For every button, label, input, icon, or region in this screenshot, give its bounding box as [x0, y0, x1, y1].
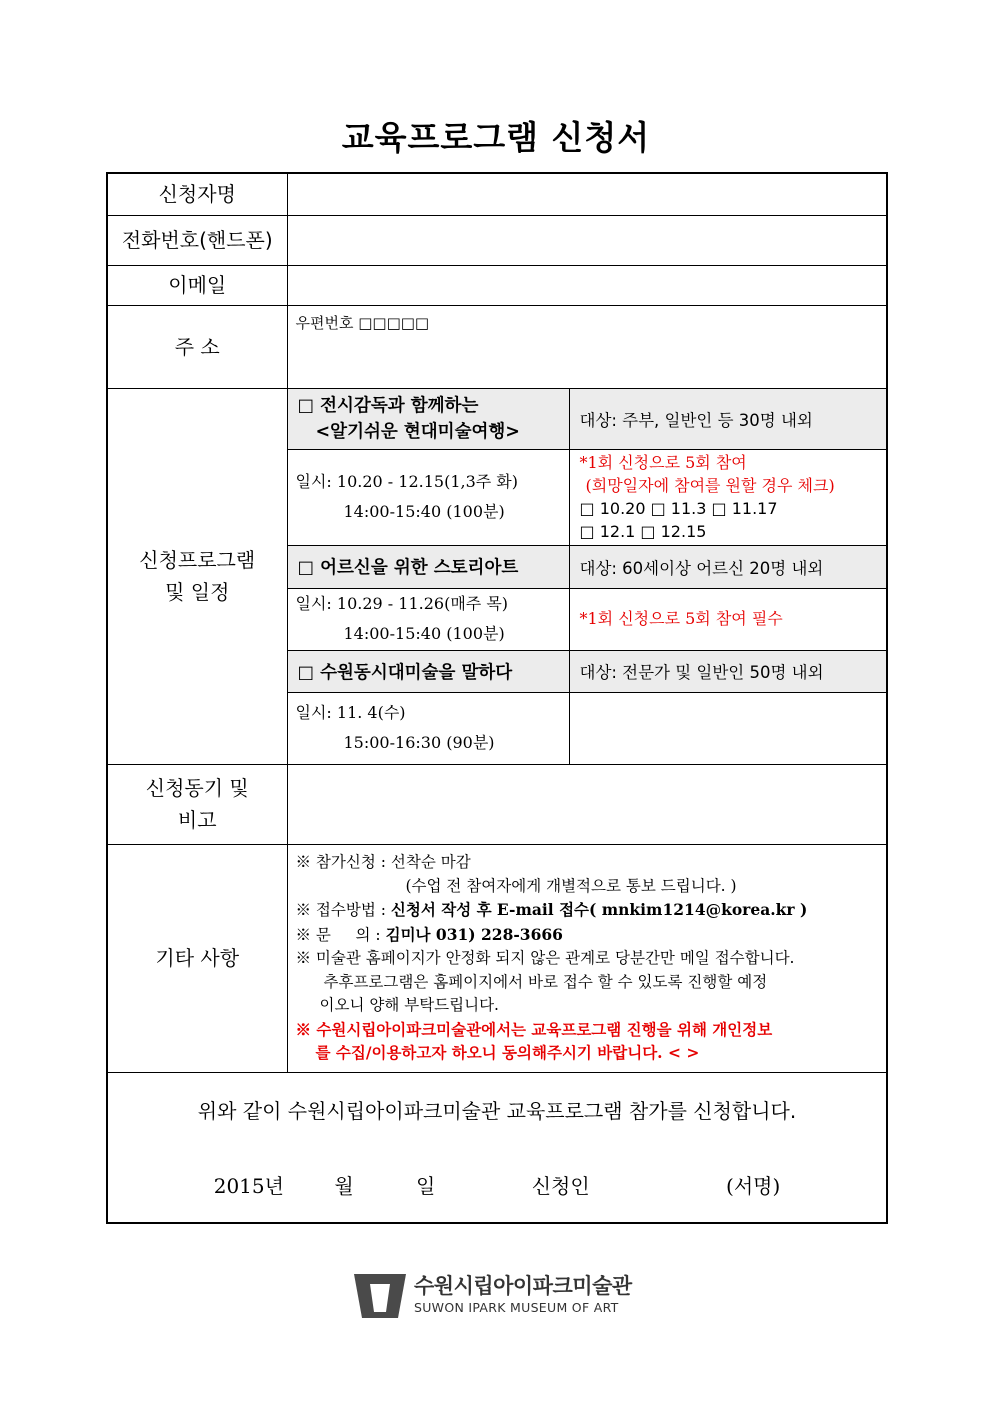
email-label: 이메일 — [107, 265, 287, 305]
program-1-subtitle: <알기쉬운 현대미술여행> — [315, 421, 520, 442]
sign-month: 월 — [334, 1174, 354, 1199]
program-1-checkbox-label: □ 전시감독과 함께하는 — [297, 395, 479, 416]
applicant-name-label: 신청자명 — [107, 173, 287, 215]
program-3-target: 대상: 전문가 및 일반인 50명 내외 — [569, 650, 887, 692]
etc-line-future: 추후프로그램은 홈페이지에서 바로 접수 할 수 있도록 진행할 예정 — [323, 972, 768, 991]
program-1-name[interactable] — [287, 388, 569, 449]
program-3-schedule-time: 15:00-16:30 (90분) — [343, 733, 495, 752]
program-1-note-line2: (희망일자에 참여를 원할 경우 체크) — [585, 476, 835, 495]
etc-notes — [287, 844, 887, 1072]
etc-method-email: 신청서 작성 후 E-mail 접수( mnkim1214@korea.kr ) — [390, 900, 808, 920]
museum-logo — [352, 1268, 632, 1324]
program-2-note: *1회 신청으로 5회 참여 필수 — [569, 588, 887, 650]
program-1-schedule — [287, 449, 569, 545]
program-2-schedule — [287, 588, 569, 650]
program-1-target: 대상: 주부, 일반인 등 30명 내외 — [569, 388, 887, 449]
etc-line-apology: 이오니 양해 부탁드립니다. — [319, 996, 499, 1015]
postal-code-label: 우편번호 □□□□□ — [295, 313, 430, 332]
program-3-name[interactable]: □ 수원동시대미술을 말하다 — [287, 650, 569, 692]
program-2-schedule-time: 14:00-15:40 (100분) — [343, 624, 505, 643]
phone-label: 전화번호(핸드폰) — [107, 215, 287, 265]
email-field[interactable] — [287, 265, 887, 305]
program-1-schedule-date: 일시: 10.20 - 12.15(1,3주 화) — [295, 472, 519, 491]
etc-line-apply: ※ 참가신청 : 선착순 마감 — [295, 853, 471, 872]
program-1-date-checkboxes-2[interactable]: □ 12.1 □ 12.15 — [579, 522, 707, 541]
declaration-text: 위와 같이 수원시립아이파크미술관 교육프로그램 참가를 신청합니다. — [197, 1099, 797, 1124]
museum-name-english: SUWON IPARK MUSEUM OF ART — [414, 1300, 619, 1315]
motive-label — [107, 764, 287, 844]
program-2-name[interactable]: □ 어르신을 위한 스토리아트 — [287, 545, 569, 588]
museum-name-korean: 수원시립아이파크미술관 — [414, 1274, 632, 1298]
address-label: 주 소 — [107, 305, 287, 388]
etc-line-contact — [296, 923, 879, 948]
motive-field[interactable] — [287, 764, 887, 844]
program-1-date-checkboxes-1[interactable]: □ 10.20 □ 11.3 □ 11.17 — [579, 499, 778, 518]
etc-line-consent[interactable]: 를 수집/이용하고자 하오니 동의해주시기 바랍니다. < > — [315, 1043, 700, 1063]
museum-logo-icon — [352, 1268, 408, 1324]
etc-line-website: ※ 미술관 홈페이지가 안정화 되지 않은 관계로 당분간만 메일 접수합니다. — [295, 949, 795, 968]
program-3-schedule — [287, 692, 569, 764]
programs-label-line2: 및 일정 — [165, 580, 230, 604]
etc-contact-prefix: ※ 문 의 : — [295, 925, 386, 944]
program-3-note — [569, 692, 887, 764]
motive-label-line1: 신청동기 및 — [145, 776, 249, 800]
closing-section — [107, 1072, 887, 1223]
program-1-note — [569, 449, 887, 545]
sign-day: 일 — [416, 1174, 436, 1199]
etc-label: 기타 사항 — [107, 844, 287, 1072]
etc-line-privacy: ※ 수원시립아이파크미술관에서는 교육프로그램 진행을 위해 개인정보 — [295, 1019, 773, 1039]
signature-line — [108, 1170, 886, 1199]
applicant-name-field[interactable] — [287, 173, 887, 215]
program-2-schedule-date: 일시: 10.29 - 11.26(매주 목) — [295, 594, 509, 613]
programs-label — [107, 388, 287, 764]
application-form — [106, 172, 888, 1224]
phone-field[interactable] — [287, 215, 887, 265]
sign-year: 2015년 — [213, 1174, 284, 1199]
sign-applicant-label: 신청인 — [531, 1174, 590, 1199]
page-title: 교육프로그램 신청서 — [341, 118, 651, 157]
etc-line-method — [296, 898, 879, 923]
programs-label-line1: 신청프로그램 — [139, 548, 256, 572]
etc-line-notice: (수업 전 참여자에게 개별적으로 통보 드립니다. ) — [405, 876, 737, 895]
program-1-note-line1: *1회 신청으로 5회 참여 — [579, 453, 747, 472]
etc-contact-info: 김미나 031) 228-3666 — [385, 924, 563, 944]
address-field[interactable] — [287, 305, 887, 388]
program-3-schedule-date: 일시: 11. 4(수) — [295, 703, 406, 722]
etc-method-prefix: ※ 접수방법 : — [295, 901, 391, 920]
sign-signature-field[interactable]: (서명) — [726, 1174, 781, 1199]
program-2-target: 대상: 60세이상 어르신 20명 내외 — [569, 545, 887, 588]
motive-label-line2: 비고 — [177, 808, 217, 832]
program-1-schedule-time: 14:00-15:40 (100분) — [343, 502, 505, 521]
